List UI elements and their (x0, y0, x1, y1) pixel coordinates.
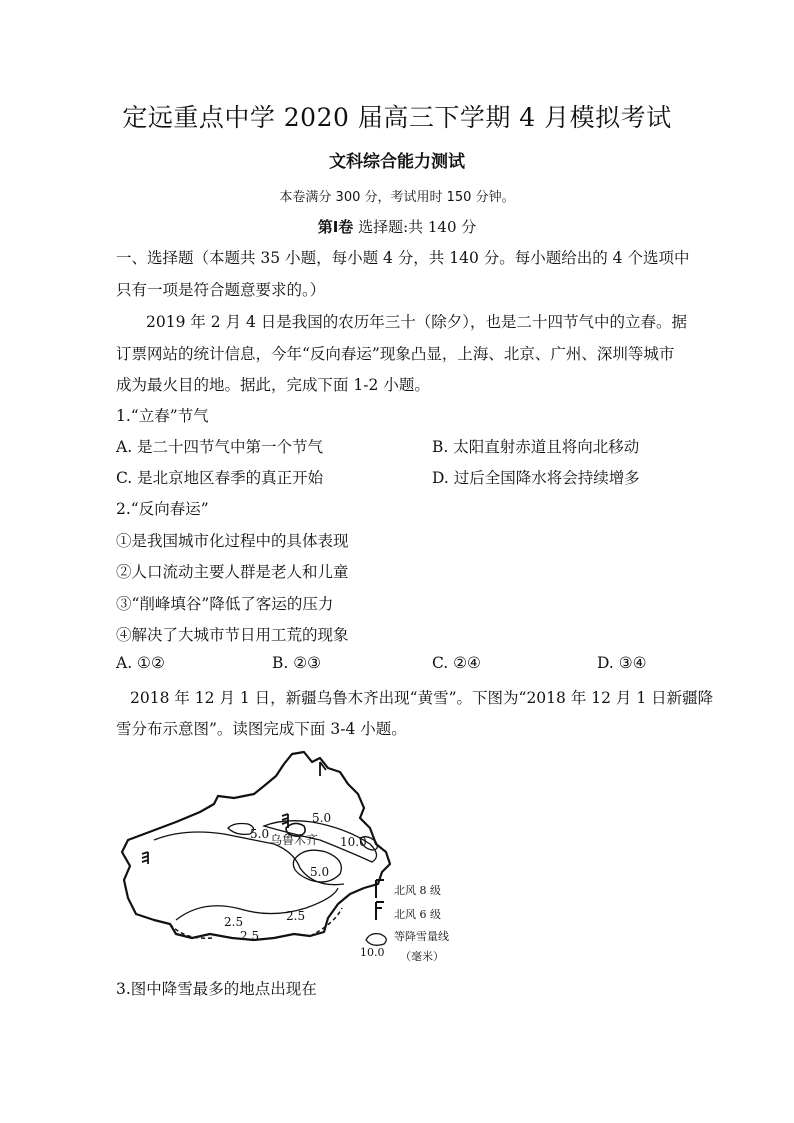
southern-dashed-border (170, 924, 212, 938)
isoline-label-5: 2.5 (224, 915, 244, 929)
passage1-line-2: 订票网站的统计信息，今年“反向春运”现象凸显，上海、北京、广州、深圳等城市 (116, 345, 675, 363)
legend-wind-8-label: 北风 8 级 (394, 884, 441, 897)
question-3-stem: 3.图中降雪最多的地点出现在 (116, 980, 317, 998)
isoline-label-4: 5.0 (310, 865, 330, 879)
passage2-line-2: 雪分布示意图”。读图完成下面 3-4 小题。 (116, 720, 407, 738)
question-1-option-d: D. 过后全国降水将会持续增多 (432, 469, 640, 487)
question-2-statement-3: ③“削峰填谷”降低了客运的压力 (116, 595, 334, 613)
legend-wind-6 (376, 902, 441, 921)
exam-subtitle: 文科综合能力测试 (329, 152, 465, 172)
section-heading (0, 216, 794, 237)
legend-isoline (360, 929, 449, 963)
isoline-label-2: 5.0 (250, 827, 270, 841)
isoline-label-3: 10.0 (340, 835, 367, 849)
exam-title: 定远重点中学 2020 届高三下学期 4 月模拟考试 (122, 103, 672, 132)
question-2-statement-1: ①是我国城市化过程中的具体表现 (116, 532, 349, 550)
question-2-statement-4: ④解决了大城市节日用工荒的现象 (116, 626, 349, 644)
question-2-option-a: A. ①② (116, 654, 165, 672)
instructions-line-2: 只有一项是符合题意要求的。） (116, 281, 326, 299)
wind-barb-west (142, 852, 148, 864)
exam-meta: 本卷满分 300 分，考试用时 150 分钟。 (279, 190, 515, 205)
isoline-label-1: 5.0 (312, 811, 332, 825)
question-2-stem: 2.“反向春运” (116, 500, 209, 518)
city-label-urumqi: 乌鲁木齐 (270, 833, 319, 847)
legend-isoline-value: 10.0 (360, 946, 385, 959)
question-1-stem: 1.“立春”节气 (116, 407, 209, 425)
section-heading-rest: 选择题:共 140 分 (353, 218, 477, 236)
legend-wind-8 (376, 880, 441, 898)
question-1-option-c: C. 是北京地区春季的真正开始 (116, 469, 324, 487)
legend-isoline-label: 等降雪量线 (394, 930, 449, 943)
isoline-2-5-outer (176, 888, 338, 920)
legend-unit: （毫米） (400, 950, 444, 963)
isoline-label-6: 2.5 (240, 929, 260, 943)
isoline-label-7: 2.5 (286, 909, 306, 923)
question-2-statement-2: ②人口流动主要人群是老人和儿童 (116, 563, 349, 581)
question-1-option-a: A. 是二十四节气中第一个节气 (116, 438, 324, 456)
xinjiang-snowfall-map (114, 748, 480, 966)
passage1-line-1: 2019 年 2 月 4 日是我国的农历年三十（除夕），也是二十四节气中的立春。据 (146, 313, 688, 331)
section-heading-bold: 第Ⅰ卷 (317, 218, 354, 236)
question-1-option-b: B. 太阳直射赤道且将向北移动 (432, 438, 640, 456)
question-2-option-d: D. ③④ (597, 654, 647, 672)
passage1-line-3: 成为最火目的地。据此，完成下面 1-2 小题。 (116, 376, 430, 394)
question-2-option-b: B. ②③ (272, 654, 322, 672)
passage2-line-1: 2018 年 12 月 1 日，新疆乌鲁木齐出现“黄雪”。下图为“2018 年 12 月 1 日新疆降 (130, 689, 714, 707)
question-2-option-c: C. ②④ (432, 654, 481, 672)
legend-wind-6-label: 北风 6 级 (394, 908, 441, 921)
instructions-line-1: 一、选择题（本题共 35 小题，每小题 4 分，共 140 分。每小题给出的 4 个选项中 (116, 249, 690, 267)
